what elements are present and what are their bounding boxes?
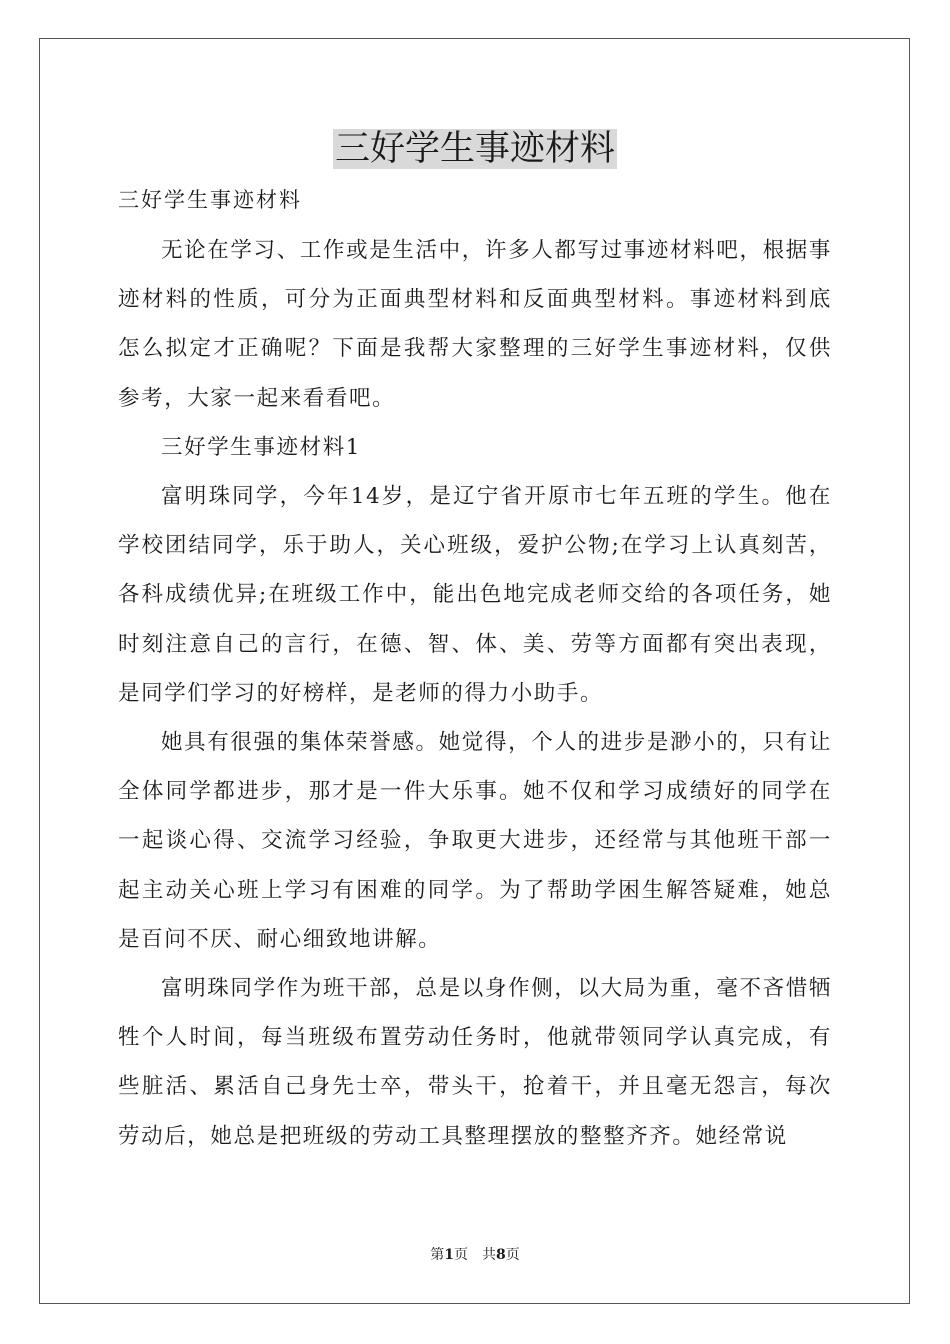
document-title (0, 126, 950, 172)
document-title-text: 三好学生事迹材料 (334, 129, 615, 169)
footer-page-suffix: 页 (505, 1247, 520, 1263)
document-subtitle: 三好学生事迹材料 (118, 188, 302, 212)
footer-page-current: 1 (444, 1247, 454, 1263)
paragraph: 她具有很强的集体荣誉感。她觉得，个人的进步是渺小的，只有让全体同学都进步，那才是一件大乐事。她不仅和学习成绩好的同学在一起谈心得、交流学习经验，争取更大进步，还经常与其他班干部一起主动关心班上学习有困难的同学。为了帮助学困生解答疑难，她总是百问不厌、耐心细致地讲解。 (118, 730, 832, 952)
page-footer (0, 1244, 950, 1264)
paragraph-intro: 无论在学习、工作或是生活中，许多人都写过事迹材料吧，根据事迹材料的性质，可分为正面典型材料和反面典型材料。事迹材料到底怎么拟定才正确呢？下面是我帮大家整理的三好学生事迹材料，仅供参考，大家一起来看看吧。 (118, 238, 832, 411)
paragraph: 富明珠同学作为班干部，总是以身作侧，以大局为重，毫不吝惜牺牲个人时间，每当班级布置劳动任务时，他就带领同学认真完成，有些脏活、累活自己身先士卒，带头干，抢着干，并且毫无怨言，每次劳动后，她总是把班级的劳动工具整理摆放的整整齐齐。她经常说 (118, 976, 832, 1149)
footer-page-prefix: 第 (430, 1247, 445, 1263)
section-heading: 三好学生事迹材料1 (161, 434, 362, 460)
paragraph: 富明珠同学，今年14岁，是辽宁省开原市七年五班的学生。他在学校团结同学，乐于助人，关心班级，爱护公物;在学习上认真刻苦，各科成绩优异;在班级工作中，能出色地完成老师交给的各项任务，她时刻注意自己的言行，在德、智、体、美、劳等方面都有突出表现，是同学们学习的好榜样，是老师的得力小助手。 (118, 484, 832, 706)
footer-page-mid: 页 共 (454, 1247, 496, 1263)
document-body (118, 226, 832, 1161)
footer-page-total: 8 (496, 1247, 506, 1263)
